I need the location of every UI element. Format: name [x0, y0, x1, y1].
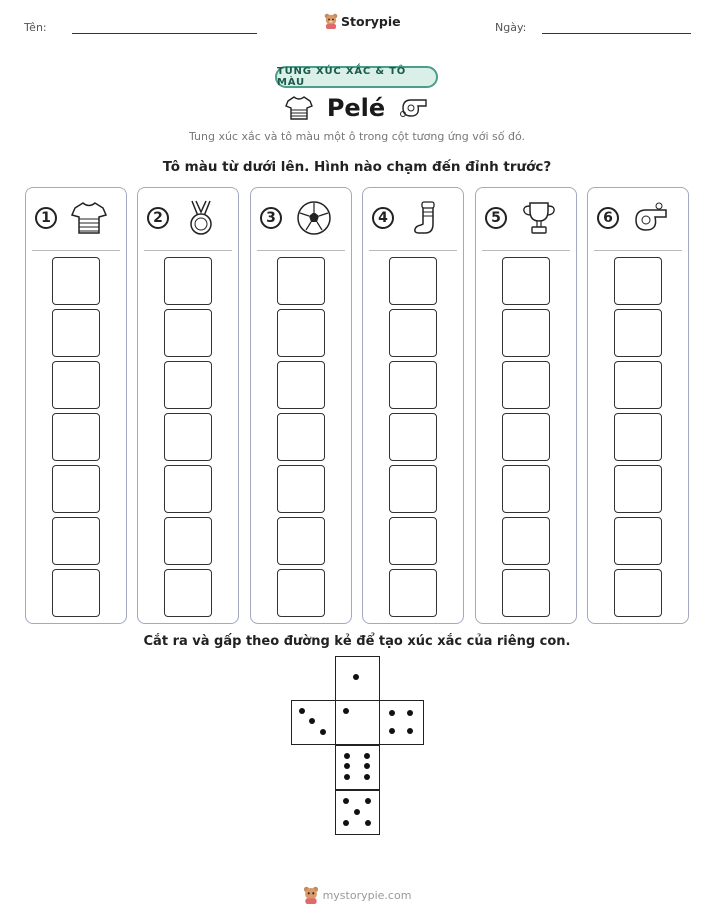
- color-cell[interactable]: [389, 309, 437, 357]
- color-cell[interactable]: [52, 517, 100, 565]
- dice-face-1: [335, 656, 380, 701]
- date-line[interactable]: [542, 33, 691, 34]
- column-number: 1: [35, 207, 57, 229]
- dice-pip: [364, 753, 370, 759]
- column-separator: [369, 250, 457, 251]
- color-cell[interactable]: [389, 465, 437, 513]
- color-cell[interactable]: [502, 517, 550, 565]
- color-cell[interactable]: [277, 569, 325, 617]
- bear-icon: [303, 886, 319, 904]
- color-cell[interactable]: [277, 465, 325, 513]
- color-cell[interactable]: [52, 309, 100, 357]
- cut-instruction: Cắt ra và gấp theo đường kẻ để tạo xúc xắc của riêng con.: [143, 634, 571, 649]
- color-cell[interactable]: [164, 517, 212, 565]
- color-cell[interactable]: [277, 517, 325, 565]
- tshirt-icon: [285, 95, 313, 121]
- medal-icon: [183, 200, 219, 236]
- color-cell[interactable]: [52, 361, 100, 409]
- column-separator: [482, 250, 570, 251]
- activity-badge: TUNG XÚC XẮC & TÔ MÀU: [275, 66, 438, 88]
- color-cell[interactable]: [614, 517, 662, 565]
- dice-face-6: [335, 745, 380, 790]
- color-cell[interactable]: [164, 257, 212, 305]
- column-number: 4: [372, 207, 394, 229]
- dice-pip: [365, 820, 371, 826]
- column-1: [25, 187, 127, 624]
- color-cell[interactable]: [614, 309, 662, 357]
- dice-pip: [365, 798, 371, 804]
- color-cell[interactable]: [52, 413, 100, 461]
- dice-pip: [364, 774, 370, 780]
- dice-pip: [343, 820, 349, 826]
- brand-logo: [324, 13, 401, 29]
- instruction: Tô màu từ dưới lên. Hình nào chạm đến đỉnh trước?: [162, 159, 552, 175]
- footer-site[interactable]: mystorypie.com: [322, 888, 412, 902]
- color-cell[interactable]: [389, 361, 437, 409]
- dice-pip: [364, 763, 370, 769]
- color-cell[interactable]: [614, 413, 662, 461]
- color-cell[interactable]: [614, 361, 662, 409]
- column-number: 2: [147, 207, 169, 229]
- color-cell[interactable]: [164, 465, 212, 513]
- dice-pip: [354, 809, 360, 815]
- dice-face-5: [335, 790, 380, 835]
- dice-pip: [320, 729, 326, 735]
- color-cell[interactable]: [277, 257, 325, 305]
- color-cell[interactable]: [502, 413, 550, 461]
- column-number: 5: [485, 207, 507, 229]
- dice-pip: [344, 753, 350, 759]
- column-number: 3: [260, 207, 282, 229]
- color-cell[interactable]: [52, 569, 100, 617]
- name-label: Tên:: [24, 21, 47, 34]
- whistle-icon: [633, 200, 669, 236]
- dice-pip: [344, 774, 350, 780]
- color-cell[interactable]: [389, 569, 437, 617]
- color-cell[interactable]: [614, 465, 662, 513]
- subtitle: Tung xúc xắc và tô màu một ô trong cột tương ứng với số đó.: [189, 130, 525, 143]
- dice-face-1: [335, 700, 380, 745]
- color-cell[interactable]: [52, 257, 100, 305]
- column-5: [475, 187, 577, 624]
- date-label: Ngày:: [495, 21, 527, 34]
- color-cell[interactable]: [502, 569, 550, 617]
- color-cell[interactable]: [164, 309, 212, 357]
- dice-pip: [407, 710, 413, 716]
- color-cell[interactable]: [164, 361, 212, 409]
- column-number: 6: [597, 207, 619, 229]
- whistle-icon: [399, 96, 429, 120]
- column-separator: [32, 250, 120, 251]
- color-cell[interactable]: [502, 465, 550, 513]
- tshirt-icon: [71, 200, 107, 236]
- color-cell[interactable]: [389, 257, 437, 305]
- color-cell[interactable]: [614, 569, 662, 617]
- dice-pip: [353, 674, 359, 680]
- color-cell[interactable]: [389, 413, 437, 461]
- name-line[interactable]: [72, 33, 257, 34]
- title-row: [0, 91, 714, 125]
- color-cell[interactable]: [164, 569, 212, 617]
- dice-pip: [389, 710, 395, 716]
- bear-icon: [324, 13, 338, 29]
- color-cell[interactable]: [277, 361, 325, 409]
- color-cell[interactable]: [389, 517, 437, 565]
- color-cell[interactable]: [52, 465, 100, 513]
- footer: [0, 886, 714, 904]
- soccer-ball-icon: [296, 200, 332, 236]
- color-cell[interactable]: [502, 361, 550, 409]
- column-separator: [594, 250, 682, 251]
- brand-name: Storypie: [341, 13, 401, 29]
- dice-pip: [343, 708, 349, 714]
- column-4: [362, 187, 464, 624]
- dice-pip: [309, 718, 315, 724]
- dice-pip: [407, 728, 413, 734]
- column-6: [587, 187, 689, 624]
- color-cell[interactable]: [277, 413, 325, 461]
- column-2: [137, 187, 239, 624]
- color-cell[interactable]: [614, 257, 662, 305]
- color-cell[interactable]: [502, 309, 550, 357]
- page-title: Pelé: [326, 94, 386, 122]
- dice-pip: [343, 798, 349, 804]
- dice-pip: [389, 728, 395, 734]
- column-separator: [144, 250, 232, 251]
- column-separator: [257, 250, 345, 251]
- dice-pip: [299, 708, 305, 714]
- dice-pip: [344, 763, 350, 769]
- color-cell[interactable]: [164, 413, 212, 461]
- trophy-icon: [521, 200, 557, 236]
- dice-face-3: [291, 700, 336, 745]
- color-cell[interactable]: [502, 257, 550, 305]
- dice-face-4: [379, 700, 424, 745]
- color-cell[interactable]: [277, 309, 325, 357]
- sock-icon: [408, 200, 444, 236]
- column-3: [250, 187, 352, 624]
